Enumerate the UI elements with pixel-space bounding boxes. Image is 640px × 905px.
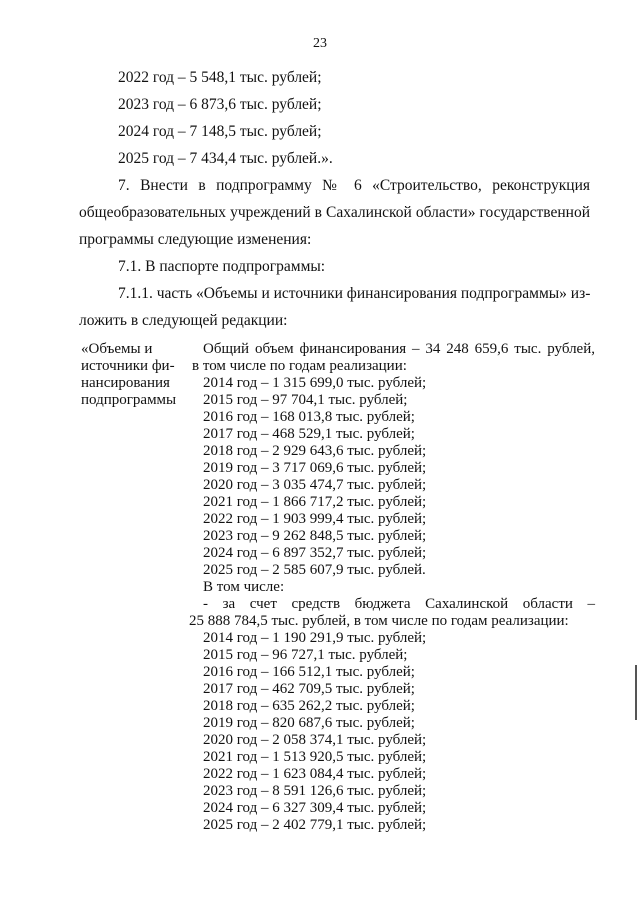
- budget-year-line: 2022 год – 1 623 084,4 тыс. рублей;: [203, 766, 427, 782]
- budget-year-line: 2025 год – 2 402 779,1 тыс. рублей;: [203, 817, 427, 833]
- total-year-line: 2017 год – 468 529,1 тыс. рублей;: [203, 426, 415, 442]
- total-year-line: 2016 год – 168 013,8 тыс. рублей;: [203, 409, 415, 425]
- intro-year-line: 2025 год – 7 434,4 тыс. рублей.».: [118, 150, 333, 167]
- budget-line-2: 25 888 784,5 тыс. рублей, в том числе по годам реализации:: [189, 613, 569, 629]
- budget-year-line: 2021 год – 1 513 920,5 тыс. рублей;: [203, 749, 427, 765]
- budget-year-line: 2024 год – 6 327 309,4 тыс. рублей;: [203, 800, 427, 816]
- total-year-line: 2024 год – 6 897 352,7 тыс. рублей;: [203, 545, 427, 561]
- total-year-line: 2015 год – 97 704,1 тыс. рублей;: [203, 392, 408, 408]
- budget-year-line: 2015 год – 96 727,1 тыс. рублей;: [203, 647, 408, 663]
- budget-year-line: 2014 год – 1 190 291,9 тыс. рублей;: [203, 630, 427, 646]
- total-year-line: 2019 год – 3 717 069,6 тыс. рублей;: [203, 460, 427, 476]
- table-label-line: «Объемы и: [81, 341, 153, 357]
- total-year-line: 2020 год – 3 035 474,7 тыс. рублей;: [203, 477, 427, 493]
- budget-year-line: 2016 год – 166 512,1 тыс. рублей;: [203, 664, 415, 680]
- budget-year-line: 2019 год – 820 687,6 тыс. рублей;: [203, 715, 415, 731]
- page-number: 23: [313, 36, 327, 51]
- paragraph-7-1-1-line-2: ложить в следующей редакции:: [79, 312, 288, 329]
- paragraph-7-line-2: общеобразовательных учреждений в Сахалинской области» государственной: [79, 204, 590, 221]
- total-year-line: 2018 год – 2 929 643,6 тыс. рублей;: [203, 443, 427, 459]
- total-financing-line-1: Общий объем финансирования – 34 248 659,6 тыс. рублей,: [203, 341, 595, 357]
- intro-year-line: 2023 год – 6 873,6 тыс. рублей;: [118, 96, 322, 113]
- scan-edge-mark: [635, 665, 637, 720]
- table-label-line: источники фи-: [81, 358, 175, 374]
- budget-year-line: 2018 год – 635 262,2 тыс. рублей;: [203, 698, 415, 714]
- intro-year-line: 2022 год – 5 548,1 тыс. рублей;: [118, 69, 322, 86]
- total-year-line: 2025 год – 2 585 607,9 тыс. рублей.: [203, 562, 426, 578]
- total-year-line: 2023 год – 9 262 848,5 тыс. рублей;: [203, 528, 427, 544]
- table-label-line: подпрограммы: [81, 392, 177, 408]
- budget-line-1: - за счет средств бюджета Сахалинской области –: [203, 596, 595, 612]
- paragraph-7-1-1-line-1: 7.1.1. часть «Объемы и источники финансирования подпрограммы» из-: [118, 285, 591, 302]
- total-year-line: 2014 год – 1 315 699,0 тыс. рублей;: [203, 375, 427, 391]
- paragraph-7-1: 7.1. В паспорте подпрограммы:: [118, 258, 326, 275]
- intro-year-line: 2024 год – 7 148,5 тыс. рублей;: [118, 123, 322, 140]
- in-that-heading: В том числе:: [203, 579, 285, 595]
- total-financing-line-2: в том числе по годам реализации:: [192, 358, 407, 374]
- budget-year-line: 2023 год – 8 591 126,6 тыс. рублей;: [203, 783, 427, 799]
- paragraph-7-line-1: 7. Внести в подпрограмму № 6 «Строительство, реконструкция: [118, 177, 590, 194]
- table-label-line: нансирования: [81, 375, 170, 391]
- budget-year-line: 2020 год – 2 058 374,1 тыс. рублей;: [203, 732, 427, 748]
- budget-year-line: 2017 год – 462 709,5 тыс. рублей;: [203, 681, 415, 697]
- total-year-line: 2021 год – 1 866 717,2 тыс. рублей;: [203, 494, 427, 510]
- paragraph-7-line-3: программы следующие изменения:: [79, 231, 312, 248]
- total-year-line: 2022 год – 1 903 999,4 тыс. рублей;: [203, 511, 427, 527]
